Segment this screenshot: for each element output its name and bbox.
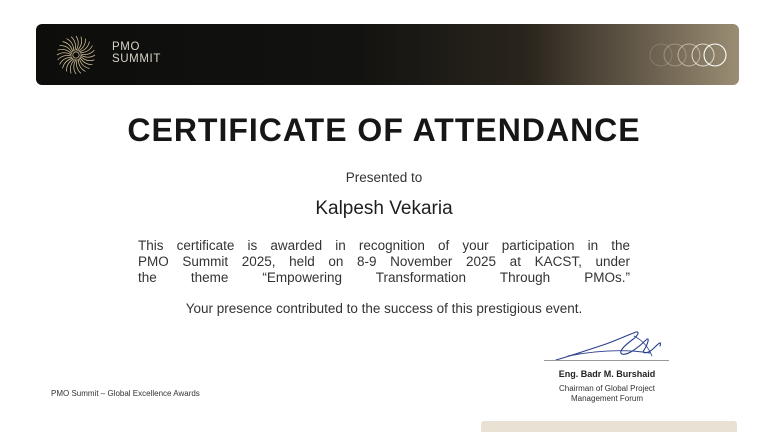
signature-line [544,360,669,361]
sunburst-emblem-icon [54,33,98,77]
logo-line-summit: SUMMIT [112,53,161,65]
certificate-title: CERTIFICATE OF ATTENDANCE [127,112,641,148]
signer-title [520,384,694,404]
recipient-name: Kalpesh Vekaria [315,198,453,219]
logo-wordmark [112,41,161,65]
header-banner [36,24,739,85]
signer-title-line: Management Forum [570,394,644,403]
certificate-body [138,238,630,286]
body-line: PMO Summit 2025, held on 8-9 November 2025 at KACST, under [138,254,630,269]
body-line: This certificate is awarded in recognition of your participation in the [138,238,630,253]
presented-to-label: Presented to [345,170,423,185]
closing-statement: Your presence contributed to the success of this prestigious event. [185,301,583,316]
logo-line-pmo: PMO [112,41,140,53]
signer-name: Eng. Badr M. Burshaid [558,369,656,379]
body-line: the theme “Empowering Transformation Through PMOs.” [138,270,630,285]
signer-title-line: Chairman of Global Project [558,384,656,393]
awards-footer-text: PMO Summit – Global Excellence Awards [51,389,200,398]
bottom-decorative-tab [481,421,737,432]
interlocking-rings-icon [648,42,728,68]
